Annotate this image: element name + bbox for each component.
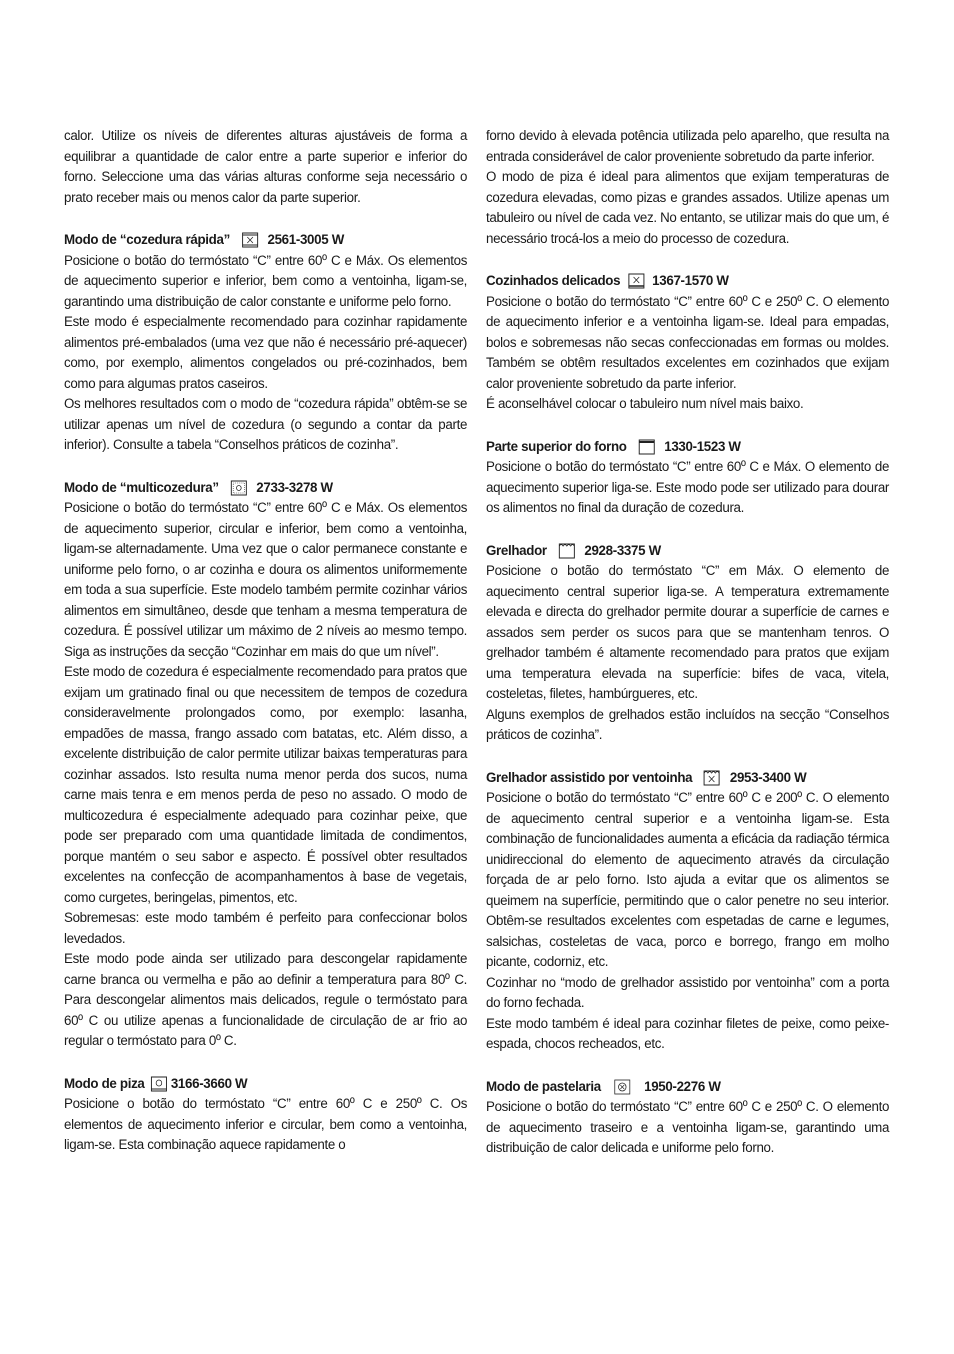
section-heading-pastry [486, 1077, 889, 1098]
fan-grill-assisted-icon [704, 770, 721, 786]
fan-grill-icon [241, 232, 258, 248]
wattage: 2928-3375 W [584, 542, 661, 559]
wattage: 1950-2276 W [644, 1078, 721, 1095]
heading-title: Modo de piza [64, 1075, 145, 1092]
section-heading-fast-cook [64, 230, 467, 251]
heading-title: Grelhador [486, 542, 547, 559]
section-heading-fan-grill [486, 768, 889, 789]
paragraph: Posicione o botão do termóstato “C” entre 60º C e 200º C. O elemento de aquecimento central superior e a ventoinha ligam-se. Esta combinação de funcionalidades aumenta a eficácia da radiação térmica unidireccional do elemento de aquecimento através da circulação forçada de ar pelo forno. Isto ajuda a evitar que os alimentos se queimem na superfície, permitindo que o calor penetre no seu interior. Obtêm-se resultados excelentes com espetadas de carne e legumes, salsichas, costeletas de vaca, porco e borrego, frango em molho picante, codorniz, etc. [486, 790, 890, 970]
pizza-mode-icon [150, 1076, 167, 1092]
paragraph: Posicione o botão do termóstato “C” entre 60º C e 250º C. O elemento de aquecimento traseiro e a ventoinha ligam-se, garantindo uma distribuição de calor delicada e uniforme pelo forno. [486, 1099, 890, 1156]
paragraph: Alguns exemplos de grelhados estão incluídos na secção “Conselhos práticos de cozinha”. [486, 706, 890, 743]
paragraph: Posicione o botão do termóstato “C” entre 60º C e Máx. Os elementos de aquecimento superior, circular e inferior, bem como a ventoinha, ligam-se alternadamente. Uma vez que o calor permanece constante e uniforme pelo forno, o ar cozinha e doura os alimentos uniformemente em toda a sua superfície. Este modelo também permite cozinhar vários alimentos em simultâneo, desde que tenham a mesma temperatura de cozedura. É possível utilizar um máximo de 2 níveis ao mesmo tempo. Siga as instruções da secção “Cozinhar em mais do que um nível”. [64, 500, 468, 660]
wattage: 3166-3660 W [170, 1075, 248, 1092]
paragraph: Cozinhar no “modo de grelhador assistido por ventoinha” com a porta do forno fechada. [486, 974, 890, 1011]
delicate-cook-icon [628, 273, 645, 289]
paragraph: Este modo de cozedura é especialmente recomendado para pratos que exijam um gratinado final ou que necessitem de tempos de cozedura consideravelmente prolongados como, por exemplo: lasanha, empadões de massa, frango assado com batatas, etc. Além disso, a excelente distribuição de calor permite utilizar baixas temperaturas para cozinhar assados. Isto resulta numa menor perda dos sucos, numa carne mais tenra e em menos perda de peso no assado. O modo de multicozedura é especialmente adequado para cozinhar peixe, que pode ser preparado com uma quantidade limitada de condimentos, porque mantém o seu sabor e aspecto. É possível obter resultados excelentes na confecção de acompanhamentos à base de vegetais, como curgetes, beringelas, pimentos, etc. [64, 664, 468, 906]
heading-title: Parte superior do forno [486, 438, 627, 455]
wattage: 1330-1523 W [664, 438, 741, 455]
paragraph: O modo de piza é ideal para alimentos que exijam temperaturas de cozedura elevadas, como pizas e grandes assados. Utilize apenas um tabuleiro ou nível de cada vez. No entanto, se utilizar mais do que um, é necessário trocá-los a meio do processo de cozedura. [486, 169, 890, 247]
wattage: 2733-3278 W [256, 479, 333, 496]
multi-cook-icon [230, 480, 247, 496]
wattage: 1367-1570 W [652, 273, 729, 289]
section-heading-delicate [486, 271, 889, 292]
top-heat-icon [638, 439, 655, 455]
paragraph: Este modo é especialmente recomendado para cozinhar rapidamente alimentos pré-embalados (uma vez que não é necessário pré-aquecer) como, por exemplo, alimentos congelados ou pré-cozinhados, bem como para algumas pratos caseiros. [64, 314, 468, 392]
section-heading-pizza [64, 1074, 467, 1095]
heading-title: Modo de “cozedura rápida” [64, 232, 230, 248]
paragraph: Posicione o botão do termóstato “C” em Máx. O elemento de aquecimento central superior liga-se. A temperatura extremamente elevada e directa do grelhador permite dourar a superfície de carnes e assados sem perder os sucos para que se mantenham tenros. O grelhador também é altamente recomendado para pratos que exijam uma temperatura elevada na superfície: bifes de vaca, vitela, costeletas, filetes, hambúrgueres, etc. [486, 563, 890, 702]
paragraph: É aconselhável colocar o tabuleiro num nível mais baixo. [486, 396, 804, 412]
paragraph: Posicione o botão do termóstato “C” entre 60º C e Máx. Os elementos de aquecimento superior e inferior, bem como a ventoinha, ligam-se, garantindo uma distribuição de calor constante e uniforme pelo forno. [64, 252, 468, 310]
heading-title: Modo de “multicozedura” [64, 479, 219, 496]
paragraph: Este modo pode ainda ser utilizado para descongelar rapidamente carne branca ou vermelha e pão ao definir a temperatura para 80º C. Para descongelar alimentos mais delicados, regule o termóstato para 60º C ou utilize apenas a funcionalidade de circulação de ar frio ao regular o termóstato para 0º C. [64, 951, 468, 1049]
paragraph: Sobremesas: este modo também é perfeito para confeccionar bolos levedados. [64, 910, 468, 947]
paragraph: Posicione o botão do termóstato “C” entre 60º C e Máx. O elemento de aquecimento superior liga-se. Este modo pode ser utilizado para dourar os alimentos no final da duração de cozedura. [486, 459, 890, 516]
paragraph: forno devido à elevada potência utilizada pelo aparelho, que resulta na entrada considerável de calor proveniente sobretudo da parte inferior. [486, 128, 890, 165]
wattage: 2953-3400 W [729, 769, 807, 786]
section-heading-top-heat [486, 437, 889, 458]
grill-icon [558, 543, 575, 559]
section-heading-multicook [64, 478, 467, 499]
heading-title: Cozinhados delicados [486, 273, 621, 289]
heading-title: Grelhador assistido por ventoinha [486, 769, 693, 786]
right-column [486, 126, 889, 1159]
paragraph: Posicione o botão do termóstato “C” entre 60º C e 250º C. O elemento de aquecimento inferior e a ventoinha ligam-se. Ideal para empadas, bolos e sobremesas não secas confeccionadas em formas ou moldes. Também se obtêm resultados excelentes em cozinhados que exijam calor proveniente sobretudo da parte inferior. [486, 293, 890, 392]
left-column [64, 126, 467, 1156]
pastry-fan-icon [614, 1079, 631, 1095]
intro-paragraph: calor. Utilize os níveis de diferentes alturas ajustáveis de forma a equilibrar a quantidade de calor entre a parte superior e inferior do forno. Seleccione uma das várias alturas conforme seja necessário o prato receber mais ou menos calor da parte superior. [64, 128, 468, 206]
paragraph: Os melhores resultados com o modo de “cozedura rápida” obtêm-se se utilizar apenas um nível de cozedura (o segundo a contar da parte inferior). Consulte a tabela “Conselhos práticos de cozinha”. [64, 396, 468, 453]
paragraph: Posicione o botão do termóstato “C” entre 60º C e 250º C. Os elementos de aquecimento inferior e circular, bem como a ventoinha, ligam-se. Esta combinação aquece rapidamente o [64, 1096, 468, 1153]
heading-title: Modo de pastelaria [486, 1078, 601, 1095]
paragraph: Este modo também é ideal para cozinhar filetes de peixe, como peixe-espada, chocos recheados, etc. [486, 1015, 890, 1052]
section-heading-grill [486, 541, 889, 562]
wattage: 2561-3005 W [267, 232, 344, 248]
